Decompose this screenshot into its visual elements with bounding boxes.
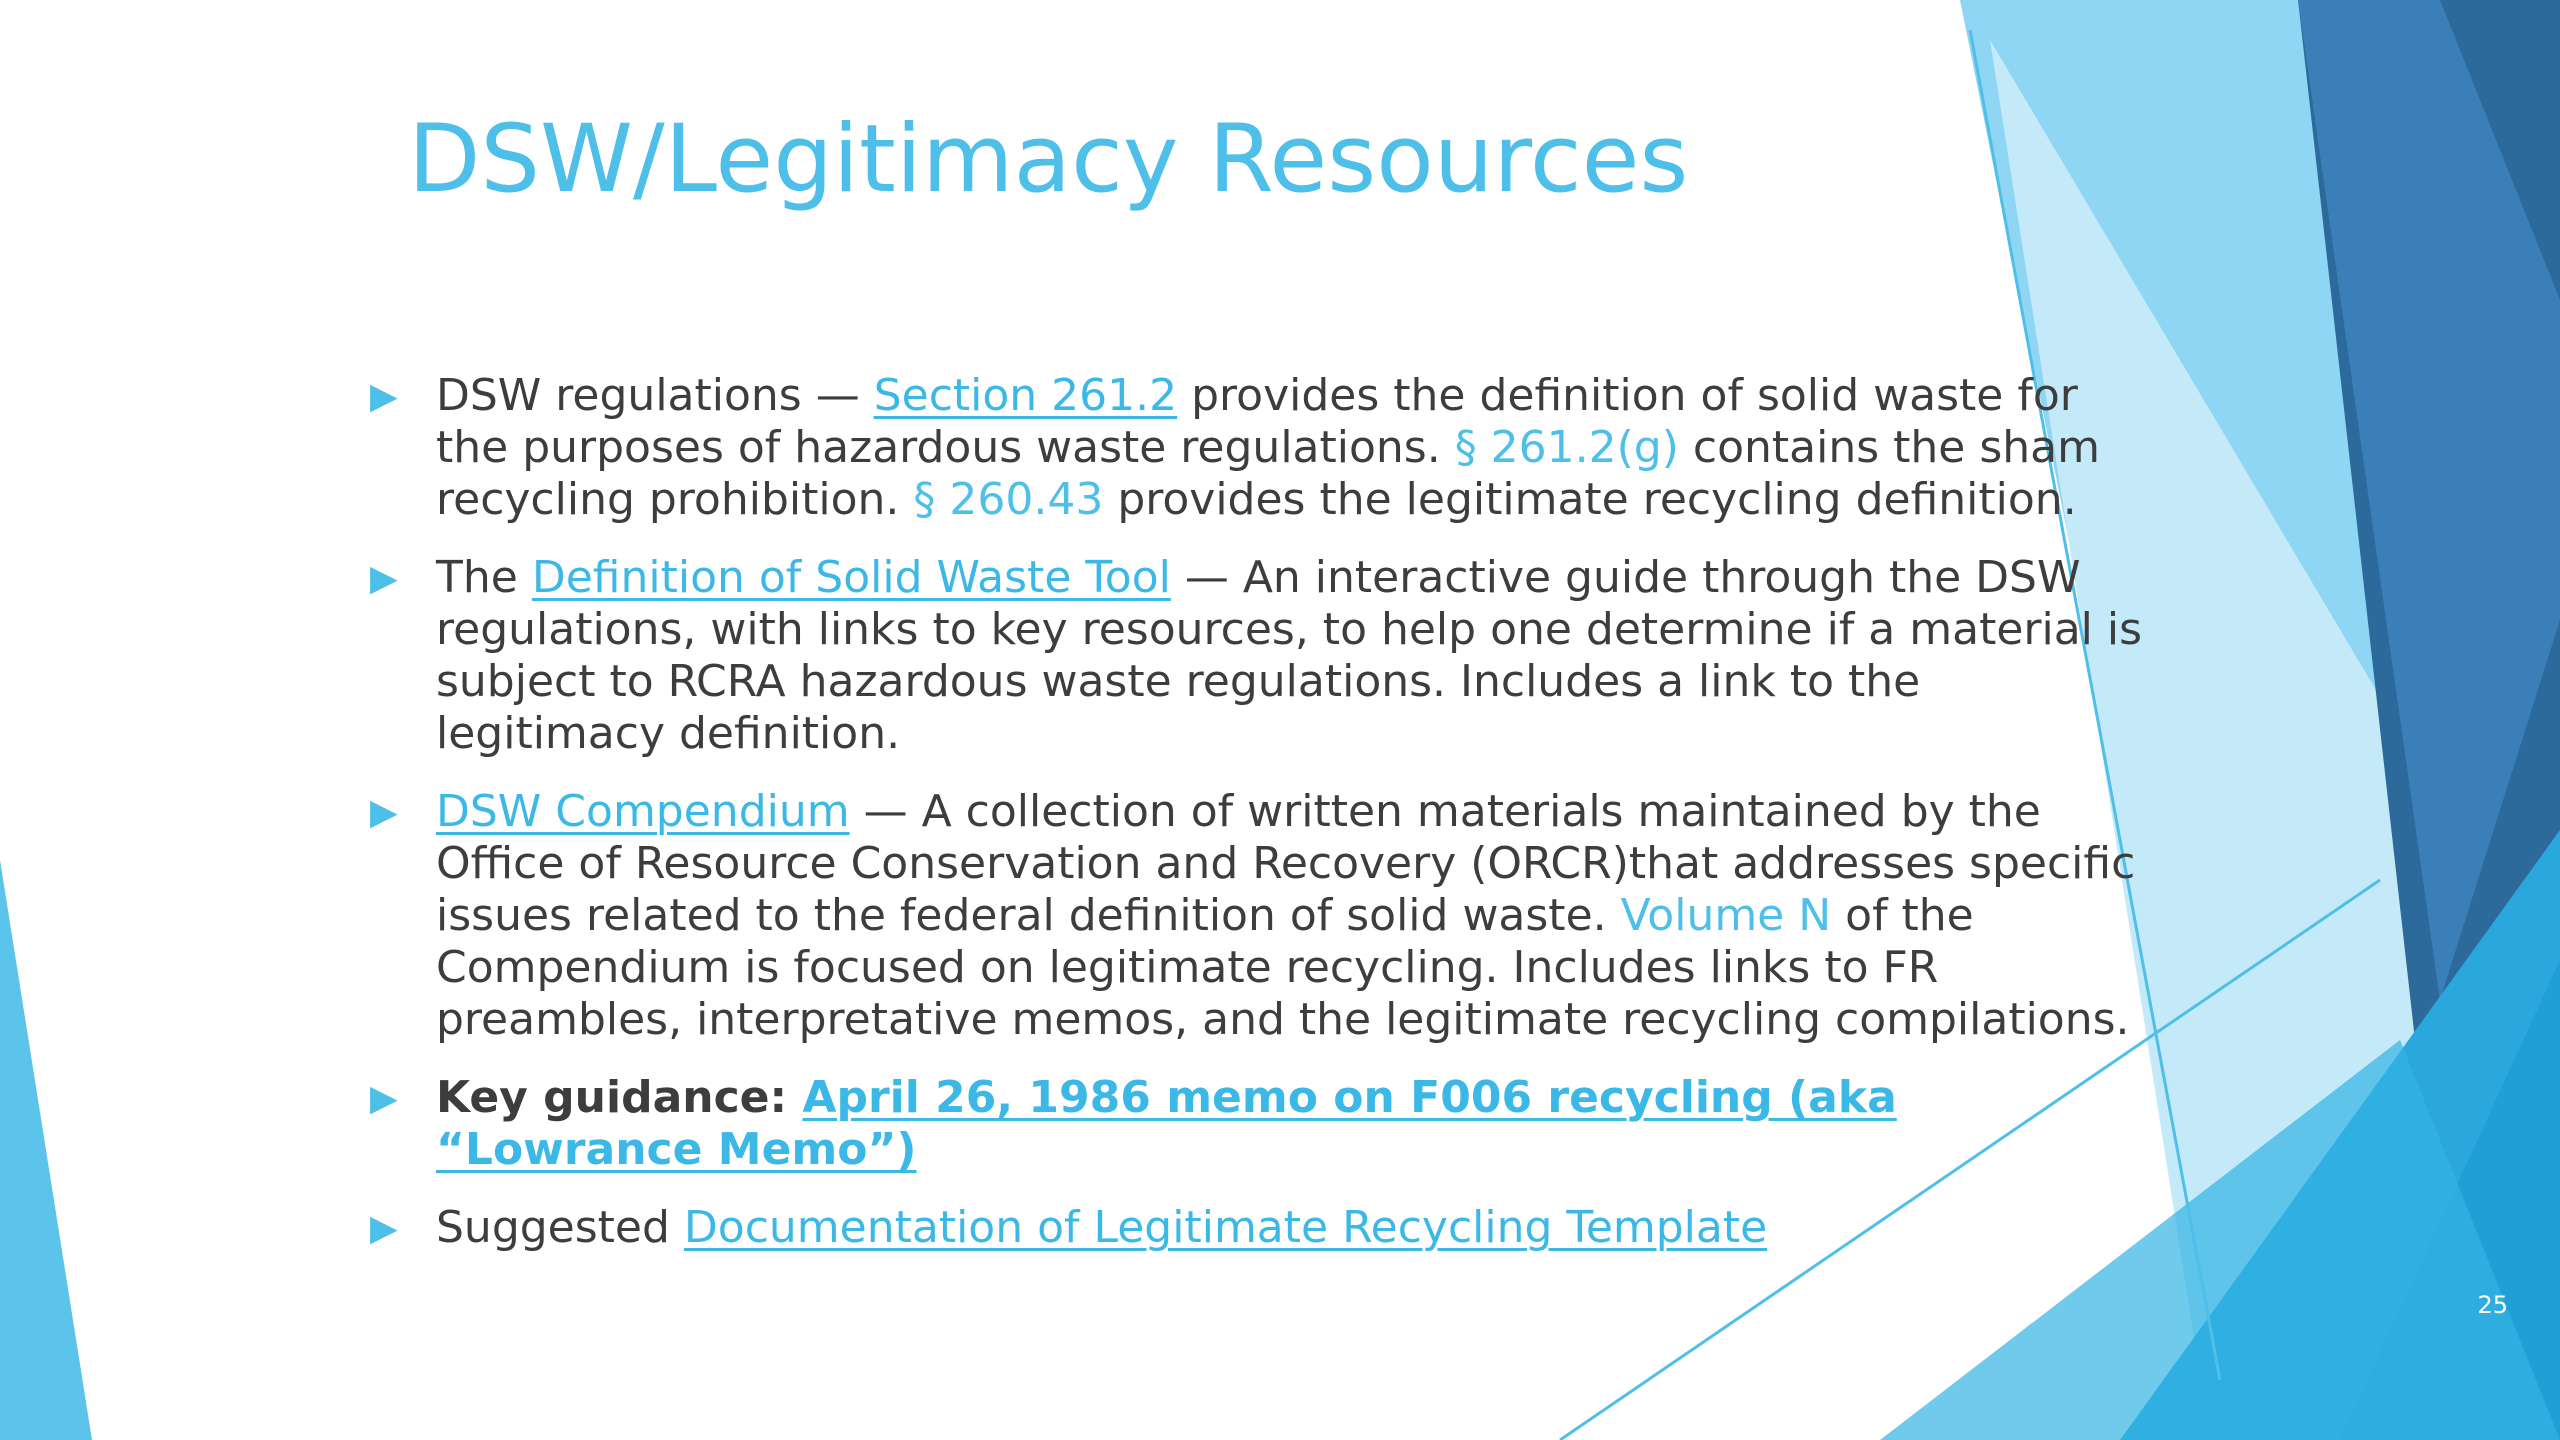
bullet-dsw-compendium xyxy=(370,786,2160,1046)
bullet-text xyxy=(436,370,2160,526)
text-segment: — A collection of written materials maintained by the Office of Resource Conservation and Recovery (ORCR)that addresses specific issues related to the federal definition of solid waste. xyxy=(436,786,2136,941)
link-dsw-compendium[interactable]: DSW Compendium xyxy=(436,786,850,837)
left-edge-sliver xyxy=(0,860,92,1440)
key-guidance-label: Key guidance: xyxy=(436,1072,803,1123)
triangle-right-icon: ▶ xyxy=(370,1078,398,1119)
triangle-right-icon: ▶ xyxy=(370,558,398,599)
bullet-text xyxy=(436,1072,2160,1176)
bullet-dsw-regulations xyxy=(370,370,2160,526)
bullet-list xyxy=(370,370,2160,1281)
text-segment: provides the definition of solid waste for the purposes of hazardous waste regulations. xyxy=(436,370,2078,473)
text-segment: The xyxy=(436,552,532,603)
text-segment: DSW regulations — xyxy=(436,370,874,421)
triangle-right-icon: ▶ xyxy=(370,376,398,417)
ref-260-43[interactable]: § 260.43 xyxy=(913,474,1104,525)
bullet-suggested-template xyxy=(370,1202,2160,1255)
text-segment: — An interactive guide through the DSW regulations, with links to key resources, to help one determine if a material is subject to RCRA hazardous waste regulations. Includes a link to the legitimacy definition. xyxy=(436,552,2143,759)
text-segment: Suggested xyxy=(436,1202,684,1253)
bullet-text xyxy=(436,786,2160,1046)
slide-title: DSW/Legitimacy Resources xyxy=(408,105,1689,214)
triangle-right-icon: ▶ xyxy=(370,1208,398,1249)
link-lowrance-memo[interactable]: April 26, 1986 memo on F006 recycling (aka “Lowrance Memo”) xyxy=(436,1072,1897,1175)
link-recycling-template[interactable]: Documentation of Legitimate Recycling Template xyxy=(683,1202,1768,1253)
bullet-key-guidance xyxy=(370,1072,2160,1176)
link-section-261-2[interactable]: Section 261.2 xyxy=(873,370,1178,421)
ref-volume-n[interactable]: Volume N xyxy=(1620,890,1832,941)
bullet-text xyxy=(436,1202,2160,1254)
text-segment: of the Compendium is focused on legitimate recycling. Includes links to FR preambles, interpretative memos, and the legitimate recycling compilations. xyxy=(436,890,2130,1045)
text-segment: provides the legitimate recycling definition. xyxy=(1103,474,2077,525)
triangle-right-icon: ▶ xyxy=(370,792,398,833)
page-number: 25 xyxy=(2477,1291,2508,1319)
bullet-dsw-tool xyxy=(370,552,2160,760)
text-segment: contains the sham recycling prohibition. xyxy=(436,422,2100,525)
ref-261-2-g[interactable]: § 261.2(g) xyxy=(1454,422,1679,473)
bullet-text xyxy=(436,552,2160,760)
link-dsw-tool[interactable]: Definition of Solid Waste Tool xyxy=(531,552,1171,603)
